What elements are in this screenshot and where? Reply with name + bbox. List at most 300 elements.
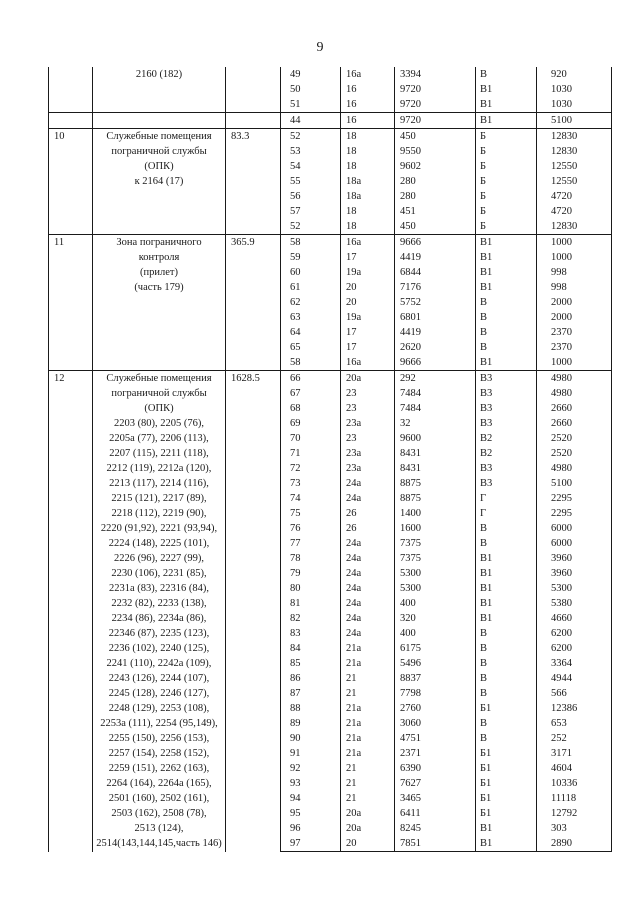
measure-value: 5100 <box>537 113 612 129</box>
area-value <box>226 67 281 113</box>
category-code: B1 <box>476 581 537 596</box>
point-number: 58 <box>281 355 341 371</box>
distance-value: 451 <box>395 204 476 219</box>
point-number: 87 <box>281 686 341 701</box>
section-number <box>49 113 93 129</box>
category-code: Б1 <box>476 701 537 716</box>
point-number: 59 <box>281 250 341 265</box>
category-code: Б <box>476 144 537 159</box>
point-number: 50 <box>281 82 341 97</box>
description-line: 2501 (160), 2502 (161), <box>108 793 210 804</box>
point-number: 84 <box>281 641 341 656</box>
data-table <box>48 67 612 852</box>
area-value: 83.3 <box>226 129 281 235</box>
distance-value: 2620 <box>395 340 476 355</box>
distance-value: 2760 <box>395 701 476 716</box>
measure-value: 2660 <box>537 401 612 416</box>
category-code: B <box>476 340 537 355</box>
distance-value: 9550 <box>395 144 476 159</box>
point-number: 61 <box>281 280 341 295</box>
axis-value: 26 <box>341 506 395 521</box>
category-code: Б <box>476 159 537 174</box>
description-line: (прилет) <box>140 267 178 278</box>
point-number: 44 <box>281 113 341 129</box>
category-code: B3 <box>476 401 537 416</box>
category-code: B <box>476 686 537 701</box>
description-line: Служебные помещения <box>106 373 212 384</box>
axis-value: 24a <box>341 611 395 626</box>
table-row <box>49 129 612 145</box>
point-number: 92 <box>281 761 341 776</box>
distance-value: 7851 <box>395 836 476 852</box>
measure-value: 3171 <box>537 746 612 761</box>
category-code: Б <box>476 174 537 189</box>
distance-value: 8875 <box>395 476 476 491</box>
axis-value: 20a <box>341 806 395 821</box>
measure-value: 5100 <box>537 476 612 491</box>
category-code: Г <box>476 491 537 506</box>
axis-value: 21a <box>341 716 395 731</box>
axis-value: 18 <box>341 144 395 159</box>
category-code: B <box>476 641 537 656</box>
distance-value: 6844 <box>395 265 476 280</box>
distance-value: 320 <box>395 611 476 626</box>
axis-value: 16 <box>341 97 395 113</box>
section-number: 12 <box>49 371 93 852</box>
category-code: B3 <box>476 461 537 476</box>
point-number: 64 <box>281 325 341 340</box>
measure-value: 2000 <box>537 295 612 310</box>
axis-value: 20 <box>341 280 395 295</box>
point-number: 76 <box>281 521 341 536</box>
category-code: B1 <box>476 611 537 626</box>
category-code: B <box>476 325 537 340</box>
measure-value: 2295 <box>537 506 612 521</box>
description-line: 2253a (111), 2254 (95,149), <box>100 718 218 729</box>
measure-value: 5380 <box>537 596 612 611</box>
measure-value: 4980 <box>537 371 612 387</box>
room-description <box>93 235 226 371</box>
measure-value: 2000 <box>537 310 612 325</box>
point-number: 88 <box>281 701 341 716</box>
description-line: 22346 (87), 2235 (123), <box>108 628 210 639</box>
point-number: 62 <box>281 295 341 310</box>
category-code: B <box>476 310 537 325</box>
description-line: 2226 (96), 2227 (99), <box>113 553 205 564</box>
axis-value: 23 <box>341 386 395 401</box>
table-row <box>49 67 612 82</box>
measure-value: 998 <box>537 265 612 280</box>
description-line: 2248 (129), 2253 (108), <box>108 703 210 714</box>
point-number: 52 <box>281 219 341 235</box>
point-number: 54 <box>281 159 341 174</box>
measure-value: 6200 <box>537 626 612 641</box>
measure-value: 1030 <box>537 82 612 97</box>
page-number: 9 <box>316 40 324 55</box>
category-code: Б <box>476 219 537 235</box>
description-line: 2259 (151), 2262 (163), <box>108 763 210 774</box>
distance-value: 4419 <box>395 325 476 340</box>
distance-value: 280 <box>395 174 476 189</box>
point-number: 72 <box>281 461 341 476</box>
measure-value: 2370 <box>537 340 612 355</box>
distance-value: 7484 <box>395 401 476 416</box>
axis-value: 20 <box>341 295 395 310</box>
section-number <box>49 67 93 113</box>
category-code: Г <box>476 506 537 521</box>
distance-value: 9720 <box>395 97 476 113</box>
distance-value: 6390 <box>395 761 476 776</box>
category-code: B1 <box>476 113 537 129</box>
axis-value: 16 <box>341 82 395 97</box>
distance-value: 6175 <box>395 641 476 656</box>
point-number: 91 <box>281 746 341 761</box>
axis-value: 20 <box>341 836 395 852</box>
category-code: B1 <box>476 265 537 280</box>
measure-value: 3364 <box>537 656 612 671</box>
description-line: (ОПК) <box>144 161 174 172</box>
description-line: (часть 179) <box>134 282 184 293</box>
distance-value: 32 <box>395 416 476 431</box>
point-number: 96 <box>281 821 341 836</box>
distance-value: 6801 <box>395 310 476 325</box>
distance-value: 9666 <box>395 235 476 251</box>
section-number: 10 <box>49 129 93 235</box>
point-number: 49 <box>281 67 341 82</box>
description-line: 2234 (86), 2234a (86), <box>111 613 207 624</box>
category-code: B <box>476 295 537 310</box>
distance-value: 450 <box>395 129 476 145</box>
document-table-container <box>48 67 612 852</box>
axis-value: 24a <box>341 596 395 611</box>
category-code: Б <box>476 204 537 219</box>
distance-value: 400 <box>395 596 476 611</box>
measure-value: 1000 <box>537 250 612 265</box>
axis-value: 24a <box>341 536 395 551</box>
category-code: B1 <box>476 82 537 97</box>
description-line: контроля <box>138 252 180 263</box>
description-line: 2264 (164), 2264a (165), <box>106 778 212 789</box>
axis-value: 21a <box>341 656 395 671</box>
axis-value: 21a <box>341 701 395 716</box>
point-number: 94 <box>281 791 341 806</box>
point-number: 70 <box>281 431 341 446</box>
axis-value: 26 <box>341 521 395 536</box>
category-code: B1 <box>476 551 537 566</box>
distance-value: 5300 <box>395 566 476 581</box>
point-number: 60 <box>281 265 341 280</box>
axis-value: 16a <box>341 67 395 82</box>
point-number: 83 <box>281 626 341 641</box>
axis-value: 24a <box>341 551 395 566</box>
distance-value: 450 <box>395 219 476 235</box>
category-code: B1 <box>476 596 537 611</box>
axis-value: 18 <box>341 159 395 174</box>
category-code: B <box>476 521 537 536</box>
measure-value: 4660 <box>537 611 612 626</box>
description-line: 2236 (102), 2240 (125), <box>108 643 210 654</box>
category-code: Б1 <box>476 746 537 761</box>
axis-value: 21a <box>341 746 395 761</box>
description-line: 2224 (148), 2225 (101), <box>108 538 210 549</box>
point-number: 85 <box>281 656 341 671</box>
measure-value: 6000 <box>537 521 612 536</box>
table-row <box>49 235 612 251</box>
measure-value: 653 <box>537 716 612 731</box>
axis-value: 16a <box>341 235 395 251</box>
axis-value: 16 <box>341 113 395 129</box>
point-number: 69 <box>281 416 341 431</box>
table-body <box>49 67 612 852</box>
measure-value: 2295 <box>537 491 612 506</box>
area-value: 365.9 <box>226 235 281 371</box>
axis-value: 18a <box>341 189 395 204</box>
description-line: 2213 (117), 2214 (116), <box>109 478 209 489</box>
category-code: B1 <box>476 280 537 295</box>
point-number: 86 <box>281 671 341 686</box>
point-number: 82 <box>281 611 341 626</box>
distance-value: 8875 <box>395 491 476 506</box>
distance-value: 8245 <box>395 821 476 836</box>
point-number: 79 <box>281 566 341 581</box>
axis-value: 20a <box>341 371 395 387</box>
measure-value: 920 <box>537 67 612 82</box>
axis-value: 23 <box>341 431 395 446</box>
axis-value: 19a <box>341 265 395 280</box>
description-line: 2232 (82), 2233 (138), <box>111 598 207 609</box>
point-number: 56 <box>281 189 341 204</box>
measure-value: 12550 <box>537 174 612 189</box>
category-code: B <box>476 656 537 671</box>
measure-value: 2660 <box>537 416 612 431</box>
distance-value: 2371 <box>395 746 476 761</box>
axis-value: 21a <box>341 641 395 656</box>
point-number: 71 <box>281 446 341 461</box>
measure-value: 2370 <box>537 325 612 340</box>
point-number: 53 <box>281 144 341 159</box>
description-line: (ОПК) <box>144 403 174 414</box>
measure-value: 12830 <box>537 144 612 159</box>
distance-value: 5752 <box>395 295 476 310</box>
axis-value: 21 <box>341 791 395 806</box>
point-number: 63 <box>281 310 341 325</box>
category-code: B <box>476 67 537 82</box>
distance-value: 292 <box>395 371 476 387</box>
measure-value: 2890 <box>537 836 612 852</box>
axis-value: 21 <box>341 686 395 701</box>
distance-value: 8837 <box>395 671 476 686</box>
distance-value: 5300 <box>395 581 476 596</box>
axis-value: 19a <box>341 310 395 325</box>
description-line: Зона пограничного <box>116 237 202 248</box>
measure-value: 5300 <box>537 581 612 596</box>
axis-value: 24a <box>341 566 395 581</box>
description-line: пограничной службы <box>111 146 207 157</box>
description-line: 2215 (121), 2217 (89), <box>111 493 207 504</box>
category-code: B <box>476 626 537 641</box>
measure-value: 3960 <box>537 566 612 581</box>
distance-value: 3465 <box>395 791 476 806</box>
point-number: 57 <box>281 204 341 219</box>
category-code: Б <box>476 189 537 204</box>
point-number: 55 <box>281 174 341 189</box>
category-code: B1 <box>476 566 537 581</box>
measure-value: 4720 <box>537 204 612 219</box>
axis-value: 24a <box>341 581 395 596</box>
axis-value: 18 <box>341 219 395 235</box>
distance-value: 8431 <box>395 446 476 461</box>
category-code: Б1 <box>476 791 537 806</box>
measure-value: 4980 <box>537 461 612 476</box>
description-line: 2160 (182) <box>135 69 183 80</box>
description-line: 2503 (162), 2508 (78), <box>111 808 207 819</box>
point-number: 77 <box>281 536 341 551</box>
measure-value: 998 <box>537 280 612 295</box>
distance-value: 9720 <box>395 113 476 129</box>
description-line: 2513 (124), <box>134 823 184 834</box>
measure-value: 252 <box>537 731 612 746</box>
description-line: 2205a (77), 2206 (113), <box>109 433 209 444</box>
description-line: 2257 (154), 2258 (152), <box>108 748 210 759</box>
distance-value: 9666 <box>395 355 476 371</box>
axis-value: 18 <box>341 129 395 145</box>
category-code: Б1 <box>476 776 537 791</box>
measure-value: 2520 <box>537 446 612 461</box>
measure-value: 10336 <box>537 776 612 791</box>
point-number: 90 <box>281 731 341 746</box>
room-description <box>93 371 226 852</box>
axis-value: 18 <box>341 204 395 219</box>
category-code: B1 <box>476 821 537 836</box>
measure-value: 303 <box>537 821 612 836</box>
room-description <box>93 129 226 235</box>
point-number: 93 <box>281 776 341 791</box>
description-line: 2255 (150), 2256 (153), <box>108 733 210 744</box>
description-line: 2230 (106), 2231 (85), <box>111 568 207 579</box>
measure-value: 12792 <box>537 806 612 821</box>
distance-value: 1600 <box>395 521 476 536</box>
distance-value: 3060 <box>395 716 476 731</box>
category-code: B3 <box>476 416 537 431</box>
point-number: 66 <box>281 371 341 387</box>
distance-value: 7176 <box>395 280 476 295</box>
point-number: 95 <box>281 806 341 821</box>
axis-value: 21 <box>341 776 395 791</box>
category-code: B1 <box>476 250 537 265</box>
category-code: B <box>476 671 537 686</box>
measure-value: 4980 <box>537 386 612 401</box>
distance-value: 1400 <box>395 506 476 521</box>
point-number: 89 <box>281 716 341 731</box>
measure-value: 3960 <box>537 551 612 566</box>
distance-value: 9720 <box>395 82 476 97</box>
description-line: 2231a (83), 22316 (84), <box>108 583 210 594</box>
axis-value: 23a <box>341 416 395 431</box>
measure-value: 4944 <box>537 671 612 686</box>
distance-value: 9600 <box>395 431 476 446</box>
distance-value: 9602 <box>395 159 476 174</box>
point-number: 51 <box>281 97 341 113</box>
measure-value: 12830 <box>537 129 612 145</box>
axis-value: 23a <box>341 446 395 461</box>
axis-value: 17 <box>341 340 395 355</box>
axis-value: 20a <box>341 821 395 836</box>
distance-value: 400 <box>395 626 476 641</box>
measure-value: 12550 <box>537 159 612 174</box>
category-code: B1 <box>476 97 537 113</box>
distance-value: 5496 <box>395 656 476 671</box>
axis-value: 24a <box>341 476 395 491</box>
category-code: B1 <box>476 836 537 852</box>
description-line: Служебные помещения <box>106 131 212 142</box>
distance-value: 4751 <box>395 731 476 746</box>
measure-value: 12830 <box>537 219 612 235</box>
description-line: к 2164 (17) <box>134 176 184 187</box>
description-line: 2241 (110), 2242a (109), <box>106 658 212 669</box>
axis-value: 17 <box>341 325 395 340</box>
distance-value: 7627 <box>395 776 476 791</box>
distance-value: 7484 <box>395 386 476 401</box>
measure-value: 6000 <box>537 536 612 551</box>
point-number: 58 <box>281 235 341 251</box>
axis-value: 23 <box>341 401 395 416</box>
measure-value: 6200 <box>537 641 612 656</box>
measure-value: 11118 <box>537 791 612 806</box>
description-line: 2207 (115), 2211 (118), <box>109 448 209 459</box>
measure-value: 4720 <box>537 189 612 204</box>
measure-value: 566 <box>537 686 612 701</box>
measure-value: 2520 <box>537 431 612 446</box>
category-code: B1 <box>476 235 537 251</box>
point-number: 97 <box>281 836 341 852</box>
distance-value: 3394 <box>395 67 476 82</box>
distance-value: 6411 <box>395 806 476 821</box>
description-line: 2514(143,144,145,часть 146) <box>96 838 222 849</box>
measure-value: 1030 <box>537 97 612 113</box>
distance-value: 7375 <box>395 536 476 551</box>
category-code: B <box>476 731 537 746</box>
category-code: B <box>476 536 537 551</box>
point-number: 52 <box>281 129 341 145</box>
point-number: 73 <box>281 476 341 491</box>
category-code: B3 <box>476 371 537 387</box>
category-code: Б <box>476 129 537 145</box>
description-line: 2203 (80), 2205 (76), <box>113 418 205 429</box>
category-code: B1 <box>476 355 537 371</box>
axis-value: 21 <box>341 671 395 686</box>
point-number: 68 <box>281 401 341 416</box>
axis-value: 23a <box>341 461 395 476</box>
measure-value: 1000 <box>537 235 612 251</box>
point-number: 67 <box>281 386 341 401</box>
description-line: 2243 (126), 2244 (107), <box>108 673 210 684</box>
description-line: 2212 (119), 2212a (120), <box>106 463 212 474</box>
room-description <box>93 113 226 129</box>
point-number: 74 <box>281 491 341 506</box>
description-line: 2218 (112), 2219 (90), <box>111 508 207 519</box>
room-description <box>93 67 226 113</box>
category-code: B2 <box>476 446 537 461</box>
category-code: B3 <box>476 386 537 401</box>
category-code: Б1 <box>476 806 537 821</box>
point-number: 81 <box>281 596 341 611</box>
distance-value: 7798 <box>395 686 476 701</box>
axis-value: 18a <box>341 174 395 189</box>
measure-value: 1000 <box>537 355 612 371</box>
table-row <box>49 371 612 387</box>
axis-value: 21 <box>341 761 395 776</box>
axis-value: 16a <box>341 355 395 371</box>
